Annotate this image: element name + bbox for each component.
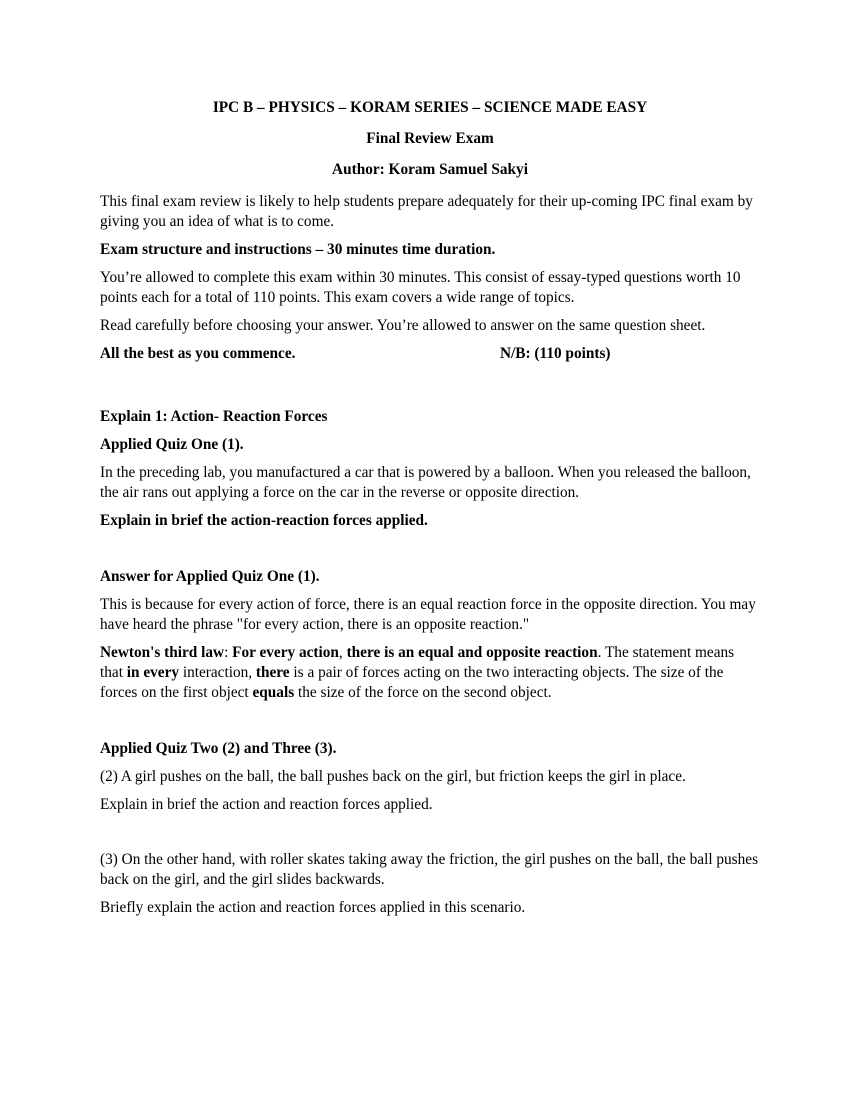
newton-text-part: interaction, xyxy=(179,664,256,681)
quiz3-prompt: Briefly explain the action and reaction forces applied in this scenario. xyxy=(100,899,526,916)
newton-emphasis: there xyxy=(255,664,290,681)
newton-text-part: , xyxy=(338,644,347,661)
instructions-paragraph-1: You’re allowed to complete this exam within 30 minutes. This consist of essay-typed questions worth 10 points each for a total of 110 points. This exam covers a wide range of topics. xyxy=(100,269,741,306)
document-page xyxy=(100,98,760,918)
newton-text-part: . The statement means that xyxy=(100,644,735,681)
instructions-paragraph-2: Read carefully before choosing your answer. You’re allowed to answer on the same question sheet. xyxy=(100,317,706,334)
quiz1-heading: Applied Quiz One (1). xyxy=(100,436,244,453)
quiz2-text: (2) A girl pushes on the ball, the ball pushes back on the girl, but friction keeps the girl in place. xyxy=(100,768,686,785)
intro-paragraph: This final exam review is likely to help students prepare adequately for their up-coming IPC final exam by giving you an idea of what is to come. xyxy=(100,193,753,230)
commence-row xyxy=(100,344,760,364)
newton-term: Newton's third law xyxy=(100,644,225,661)
section1-heading: Explain 1: Action- Reaction Forces xyxy=(100,408,328,425)
answer-text: This is because for every action of force, there is an equal reaction force in the opposite direction. You may have heard the phrase "for every action, there is an opposite reaction." xyxy=(100,596,756,633)
newton-emphasis: equals xyxy=(252,684,295,701)
newton-text-part: is a pair of forces acting on the two interacting objects. The size of the forces on the first object xyxy=(100,664,724,701)
structure-heading: Exam structure and instructions – 30 minutes time duration. xyxy=(100,241,496,258)
quiz1-prompt: Explain in brief the action-reaction forces applied. xyxy=(100,512,428,529)
quiz2-prompt: Explain in brief the action and reaction forces applied. xyxy=(100,796,433,813)
newton-emphasis: For every action xyxy=(232,644,339,661)
newton-emphasis: there is an equal and opposite reaction xyxy=(346,644,598,661)
good-luck-text: All the best as you commence. xyxy=(100,345,296,362)
newton-text-part: : xyxy=(224,644,233,661)
newton-third-law-paragraph xyxy=(100,643,760,703)
points-note: N/B: (110 points) xyxy=(500,345,611,362)
answer-heading: Answer for Applied Quiz One (1). xyxy=(100,568,320,585)
document-subtitle: Final Review Exam xyxy=(366,130,494,147)
section2-heading: Applied Quiz Two (2) and Three (3). xyxy=(100,740,337,757)
newton-emphasis: in every xyxy=(126,664,180,681)
newton-text-part: the size of the force on the second object. xyxy=(294,684,552,701)
quiz3-text: (3) On the other hand, with roller skates taking away the friction, the girl pushes on the ball, the ball pushes back on the girl, and the girl slides backwards. xyxy=(100,851,759,888)
quiz1-text: In the preceding lab, you manufactured a car that is powered by a balloon. When you released the balloon, the air rans out applying a force on the car in the reverse or opposite direction. xyxy=(100,464,751,501)
document-title: IPC B – PHYSICS – KORAM SERIES – SCIENCE MADE EASY xyxy=(212,99,648,116)
document-author: Author: Koram Samuel Sakyi xyxy=(332,161,528,178)
